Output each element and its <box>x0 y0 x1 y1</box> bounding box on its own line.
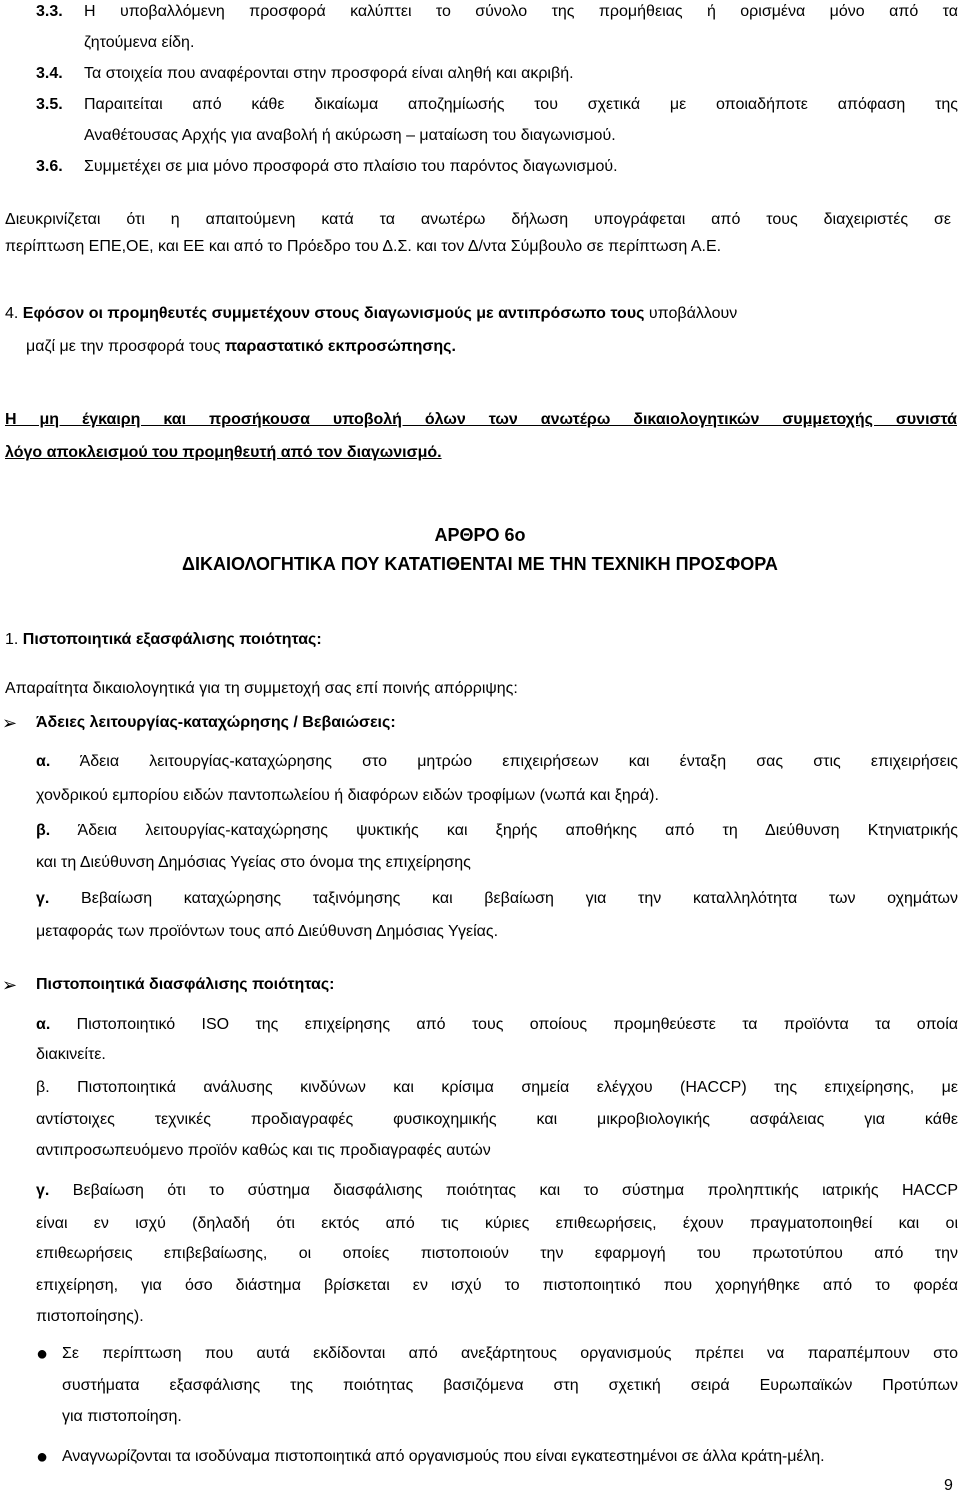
quality-b-text: Πιστοποιητικά ανάλυσης κινδύνων και κρίσιμα σημεία ελέγχου (HACCP) της επιχείρησης, με <box>77 1079 958 1096</box>
license-c-line2: μεταφοράς των προϊόντων τους από Διεύθυνση Δημόσιας Υγείας. <box>36 923 499 940</box>
bullet-1-line2: συστήματα εξασφάλισης της ποιότητας βασιζόμενα στη σχετική σειρά Ευρωπαϊκών Προτύπων <box>62 1377 958 1394</box>
license-c-line1 <box>36 889 958 909</box>
bullet-icon: ● <box>36 1446 49 1468</box>
license-a-text: Άδεια λειτουργίας-καταχώρησης στο μητρώο επιχειρήσεων και ένταξη σας στις επιχειρήσεις <box>79 753 959 770</box>
item-4-line2-bold: παραστατικό εκπροσώπησης. <box>224 338 456 355</box>
quality-heading: Πιστοποιητικά διασφάλισης ποιότητας: <box>36 976 335 993</box>
item-4-line2-normal: μαζί με την προσφορά τους <box>26 338 221 355</box>
quality-b-label: β. <box>36 1079 50 1096</box>
item-3-6-text: Συμμετέχει σε μια μόνο προσφορά στο πλαίσιο του παρόντος διαγωνισμού. <box>84 158 618 175</box>
bullet-1-line1: Σε περίπτωση που αυτά εκδίδονται από ανεξάρτητους οργανισμούς πρέπει να παραπέμπουν στο <box>62 1345 958 1362</box>
license-a-label: α. <box>36 753 51 770</box>
quality-b-line3: αντιπροσωπευόμενο προϊόν καθώς και τις προδιαγραφές αυτών <box>36 1142 491 1159</box>
license-c-label: γ. <box>36 890 50 907</box>
quality-a-line2: διακινείτε. <box>36 1046 106 1063</box>
arrow-bullet-icon: ➢ <box>2 975 18 995</box>
item-3-6-number: 3.6. <box>36 158 63 175</box>
item-3-4-text: Τα στοιχεία που αναφέρονται στην προσφορά είναι αληθή και ακριβή. <box>84 65 574 82</box>
section-1-intro: Απαραίτητα δικαιολογητικά για τη συμμετοχή σας επί ποινής απόρριψης: <box>5 680 518 697</box>
quality-c-label: γ. <box>36 1182 50 1199</box>
quality-a-line1 <box>36 1015 958 1035</box>
quality-c-line4: επιχείρηση, για όσο διάστημα βρίσκεται εν ισχύ το πιστοποιητικό που χορηγήθηκε από το φορέα <box>36 1277 958 1294</box>
bullet-icon: ● <box>36 1343 49 1365</box>
quality-b-line1 <box>36 1078 958 1098</box>
license-a-line2: χονδρικού εμπορίου ειδών παντοπωλείου ή διαφόρων ειδών τροφίμων (νωπά και ξηρά). <box>36 787 659 804</box>
quality-c-text: Βεβαίωση ότι το σύστημα διασφάλισης ποιότητας και το σύστημα προληπτικής ιατρικής HACCP <box>72 1182 958 1199</box>
item-3-3-text-line2: ζητούμενα είδη. <box>84 34 195 51</box>
section-1-title: Πιστοποιητικά εξασφάλισης ποιότητας: <box>22 631 322 648</box>
item-3-5-text-line2: Αναθέτουσας Αρχής για αναβολή ή ακύρωση – ματαίωση του διαγωνισμού. <box>84 127 616 144</box>
quality-a-label: α. <box>36 1016 51 1033</box>
item-3-3-text-line1: Η υποβαλλόμενη προσφορά καλύπτει το σύνολο της προμήθειας ή ορισμένα μόνο από τα <box>84 3 958 20</box>
item-4-number: 4. <box>5 305 19 322</box>
license-b-line2: και τη Διεύθυνση Δημόσιας Υγείας στο όνομα της επιχείρησης <box>36 854 471 871</box>
quality-c-line1 <box>36 1181 958 1201</box>
page-number: 9 <box>944 1477 953 1494</box>
article-number: ΑΡΘΡΟ 6ο <box>434 525 526 545</box>
quality-c-line3: επιθεωρήσεις επιβεβαίωσης, οι οποίες πιστοποιούν την εφαρμογή του πρωτοτύπου από την <box>36 1245 958 1262</box>
license-b-line1 <box>36 821 958 841</box>
clarification-line1: Διευκρινίζεται ότι η απαιτούμενη κατά τα ανωτέρω δήλωση υπογράφεται από τους διαχειριστές σε <box>5 211 951 228</box>
license-b-label: β. <box>36 822 51 839</box>
item-4-normal-text: υποβάλλουν <box>648 305 738 322</box>
item-3-3-number: 3.3. <box>36 3 63 20</box>
quality-c-line2: είναι εν ισχύ (δηλαδή ότι εκτός από τις κύριες επιθεωρήσεις, έχουν πραγματοποιηθεί και οι <box>36 1215 958 1232</box>
warning-line1: Η μη έγκαιρη και προσήκουσα υποβολή όλων των ανωτέρω δικαιολογητικών συμμετοχής συνιστά <box>5 411 957 428</box>
item-4-bold-text: Εφόσον οι προμηθευτές συμμετέχουν στους διαγωνισμούς με αντιπρόσωπο τους <box>22 305 645 322</box>
item-4 <box>5 304 737 324</box>
quality-b-line2: αντίστοιχες τεχνικές προδιαγραφές φυσικοχημικής και μικροβιολογικής ασφάλειας για κάθε <box>36 1111 958 1128</box>
clarification-line2: περίπτωση ΕΠΕ,ΟΕ, και ΕΕ και από το Πρόεδρο του Δ.Σ. και τον Δ/ντα Σύμβουλο σε περίπτωση Α.Ε. <box>5 238 722 255</box>
license-a-line1 <box>36 752 958 772</box>
warning-line2: λόγο αποκλεισμού του προμηθευτή από τον διαγωνισμό. <box>5 444 442 461</box>
licenses-heading: Άδειες λειτουργίας-καταχώρησης / Βεβαιώσεις: <box>36 714 396 731</box>
section-1-heading <box>5 630 322 650</box>
bullet-1-line3: για πιστοποίηση. <box>62 1408 182 1425</box>
item-3-5-text-line1: Παραιτείται από κάθε δικαίωμα αποζημίωσής του σχετικά με οποιαδήποτε απόφαση της <box>84 96 958 113</box>
item-3-5-number: 3.5. <box>36 96 63 113</box>
section-1-number: 1. <box>5 631 19 648</box>
quality-c-line5: πιστοποίησης). <box>36 1308 144 1325</box>
bullet-2-line1: Αναγνωρίζονται τα ισοδύναμα πιστοποιητικά από οργανισμούς που είναι εγκατεστημένοι σε άλλα κράτη-μέλη. <box>62 1448 825 1465</box>
article-title: ΔΙΚΑΙΟΛΟΓΗΤΙΚΑ ΠΟΥ ΚΑΤΑΤΙΘΕΝΤΑΙ ΜΕ ΤΗΝ ΤΕΧΝΙΚΗ ΠΡΟΣΦΟΡΑ <box>182 554 778 574</box>
license-b-text: Άδεια λειτουργίας-καταχώρησης ψυκτικής και ξηρής αποθήκης από τη Διεύθυνση Κτηνιατρικής <box>77 822 959 839</box>
quality-a-text: Πιστοποιητικό ISO της επιχείρησης από τους οποίους προμηθεύεστε τα προϊόντα τα οποία <box>76 1016 958 1033</box>
item-4-line2 <box>26 337 456 357</box>
license-c-text: Βεβαίωση καταχώρησης ταξινόμησης και βεβαίωση για την καταλληλότητα των οχημάτων <box>81 890 958 907</box>
item-3-4-number: 3.4. <box>36 65 63 82</box>
arrow-bullet-icon: ➢ <box>2 713 18 733</box>
